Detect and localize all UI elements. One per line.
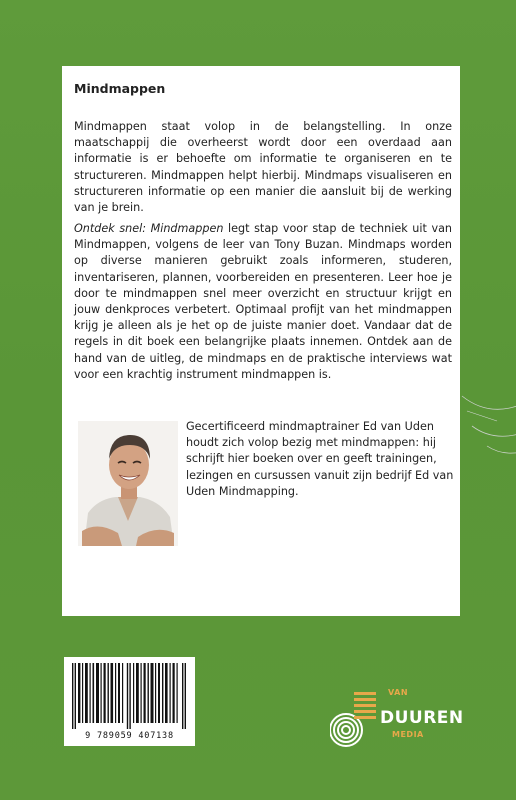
publisher-name-bottom: MEDIA: [392, 730, 424, 739]
text-panel: [62, 66, 460, 616]
barcode-bars: [70, 663, 189, 729]
publisher-logo: [330, 688, 480, 758]
scuff-marks: [457, 386, 516, 476]
publisher-emblem-icon: [330, 690, 378, 750]
intro-paragraph: Mindmappen staat volop in de belangstelling. In onze maatschappij die overheerst wordt door een overdaad aan informatie is er behoefte om informatie te organiseren en te structureren. Mindmappen helpt hierbij. Mindmaps visualiseren en structureren informatie op een manier die aansluit bij de werking van je brein.: [74, 120, 452, 215]
author-portrait: [78, 421, 178, 546]
author-bio: Gecertificeerd mindmaptrainer Ed van Uden houdt zich volop bezig met mindmappen: hij schrijft hier boeken over en geeft trainingen, lezingen en cursussen vanuit zijn bedrijf Ed van Uden Mindmapping.: [186, 420, 454, 498]
description-paragraph: [74, 221, 452, 383]
publisher-name-top: VAN: [388, 688, 409, 697]
publisher-name-main: DUUREN: [380, 708, 464, 728]
book-title: Mindmappen: [74, 81, 166, 96]
isbn-number: 9 789059 407138: [85, 731, 174, 741]
barcode: [64, 657, 195, 746]
description-lead: Ontdek snel: Mindmappen: [74, 222, 224, 235]
description-body: legt stap voor stap de techniek uit van Mindmappen, volgens de leer van Tony Buzan. Mindmaps worden op diverse manieren gebruikt zoals informeren, studeren, inventariseren, plannen, voorbereiden en presenteren. Leer hoe je door te mindmappen snel meer overzicht en structuur krijgt en jouw denkproces verbetert. Optimaal profijt van het mindmappen krijg je alleen als je het op de juiste manier doet. Vandaar dat de regels in dit boek een belangrijke plaats innemen. Ontdek aan de hand van de uitleg, de mindmaps en de praktische interviews wat voor een krachtig instrument mindmappen is.: [74, 222, 453, 381]
